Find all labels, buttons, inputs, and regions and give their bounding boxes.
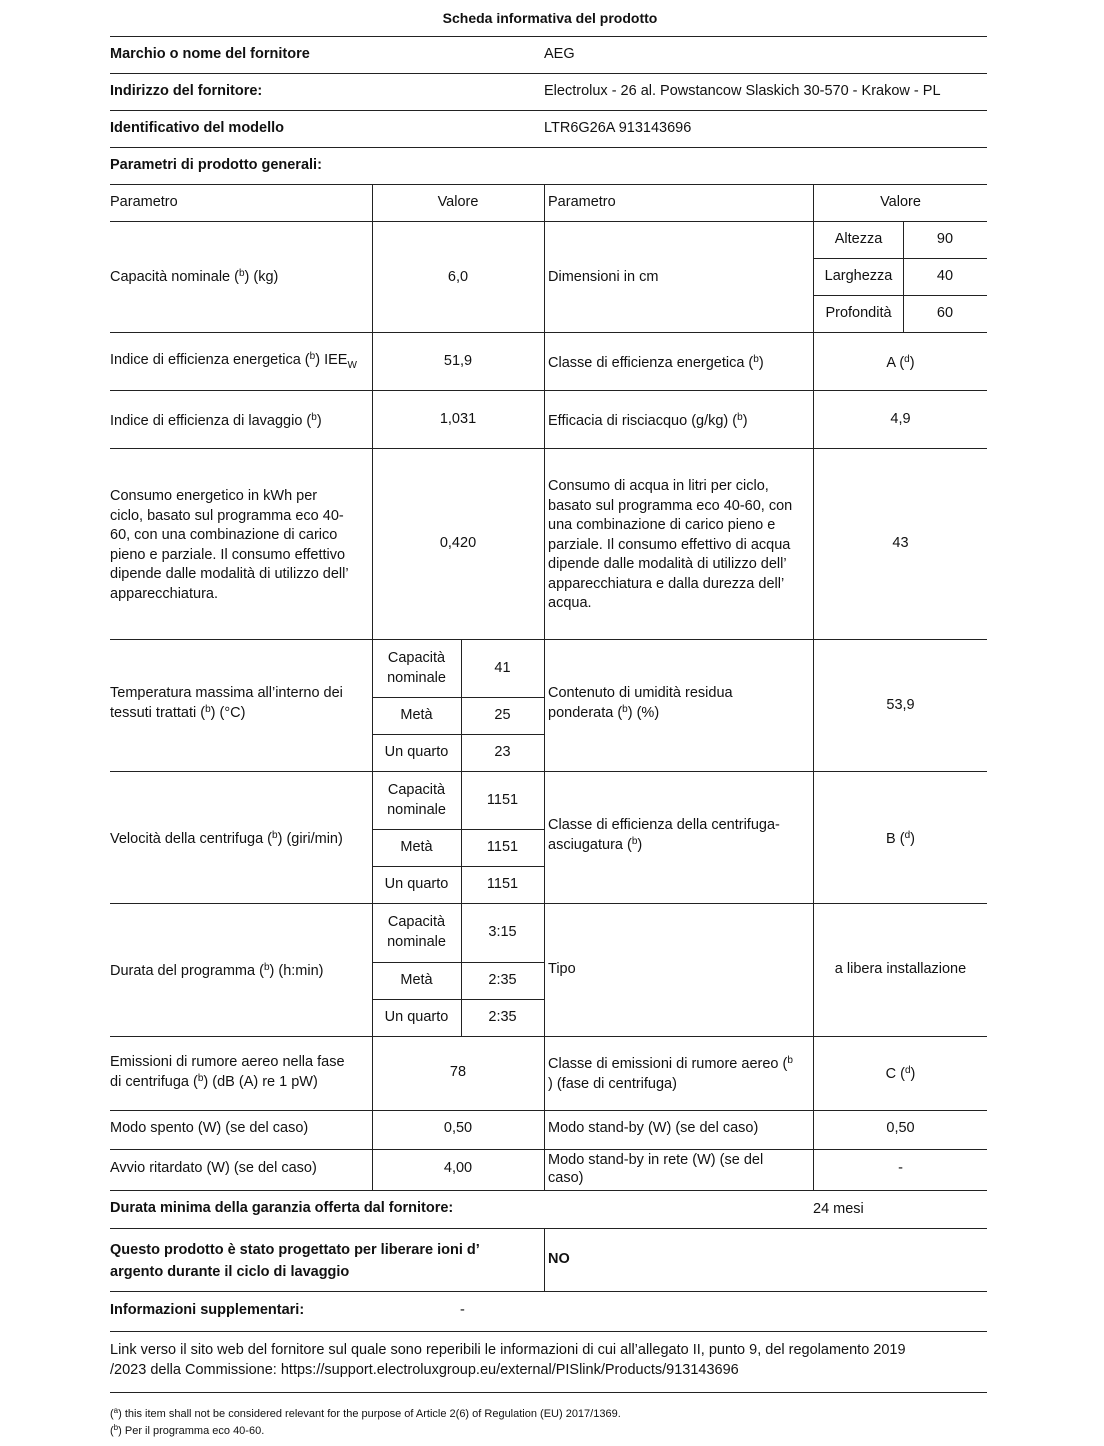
rule (372, 999, 544, 1000)
spin-load-full: Capacità nominale (387, 782, 446, 818)
rule (110, 332, 987, 333)
spin-label: Velocità della centrifuga ($^b$) (giri/min) (110, 830, 343, 847)
rule (110, 448, 987, 449)
depth-value: 60 (936, 305, 954, 321)
rule (110, 903, 987, 904)
rule (372, 866, 544, 867)
temp-load-half: Metà (400, 707, 433, 723)
silver-ions-value: NO (548, 1251, 570, 1267)
eei-label: Indice di efficienza energetica ($^b$) $IEE_W$ (110, 351, 357, 371)
rule (110, 221, 987, 222)
warranty-label: Durata minima della garanzia offerta dal fornitore: (110, 1200, 454, 1216)
rule (110, 390, 987, 391)
spin-class-label: Classe di efficienza della centrifuga- asciugatura ($^b$) (548, 817, 780, 853)
network-standby-label: Modo stand-by in rete (W) (se del caso) (548, 1152, 764, 1186)
header-param: Parametro (110, 194, 178, 210)
rule (110, 1228, 987, 1229)
footnote-a: ($^a$) this item shall not be considered relevant for the purpose of Article 2(6) of Regulation (EU) 2017/1369. (110, 1406, 621, 1420)
rule (110, 1149, 987, 1150)
silver-ions-label: Questo prodotto è stato progettato per liberare ioni d’ argento durante il ciclo di lavaggio (110, 1242, 480, 1280)
water-consumption-value: 43 (892, 535, 909, 551)
rule (110, 73, 987, 74)
page-title: Scheda informativa del prodotto (442, 10, 658, 26)
rule (110, 1036, 987, 1037)
wash-value: 1,031 (439, 411, 477, 427)
additional-info-label: Informazioni supplementari: (110, 1302, 305, 1318)
supplier-address-value: Electrolux - 26 al. Powstancow Slaskich 30-570 - Krakow - PL (544, 83, 941, 99)
delay-start-label: Avvio ritardato (W) (se del caso) (110, 1160, 317, 1176)
spin-load-quarter: Un quarto (384, 876, 449, 892)
rule (814, 258, 987, 259)
rule (110, 1331, 987, 1332)
energy-consumption-value: 0,420 (439, 535, 477, 551)
spin-half-value: 1151 (486, 839, 519, 855)
rule (544, 184, 545, 1190)
rule (110, 1291, 987, 1292)
warranty-value: 24 mesi (813, 1201, 864, 1217)
temp-half-value: 25 (494, 707, 511, 723)
rule (110, 1392, 987, 1393)
noise-class-value: C ($^d$) (885, 1065, 916, 1082)
rule (110, 36, 987, 37)
rinse-label: Efficacia di risciacquo (g/kg) ($^b$) (548, 412, 748, 429)
type-label: Tipo (548, 961, 576, 977)
model-value: LTR6G26A 913143696 (544, 120, 692, 136)
off-mode-value: 0,50 (443, 1120, 473, 1136)
additional-info-value: - (460, 1302, 465, 1318)
general-params-label: Parametri di prodotto generali: (110, 157, 322, 173)
rule (372, 697, 544, 698)
rule (372, 962, 544, 963)
spin-load-half: Metà (400, 839, 433, 855)
depth-label: Profondità (825, 305, 892, 321)
temperature-label: Temperatura massima all’interno dei tessuti trattati ($^b$) (°C) (110, 685, 343, 721)
duration-half-value: 2:35 (488, 972, 517, 988)
eei-value: 51,9 (443, 353, 473, 369)
off-mode-label: Modo spento (W) (se del caso) (110, 1120, 309, 1136)
rule (814, 295, 987, 296)
header-param-2: Parametro (548, 194, 616, 210)
noise-value: 78 (449, 1064, 467, 1080)
spin-quarter-value: 1151 (486, 876, 519, 892)
standby-value: 0,50 (886, 1120, 915, 1136)
water-consumption-label: Consumo di acqua in litri per ciclo, basato sul programma eco 40-60, con una combinazione di carico pieno e parziale. Il consumo effettivo di acqua dipende dalle modalità di utilizzo dell’ apparecchiatura e dalla durezza dell’ acqua. (548, 478, 793, 611)
moisture-value: 53,9 (886, 697, 915, 713)
rule (372, 829, 544, 830)
model-label: Identificativo del modello (110, 120, 285, 136)
capacity-label: Capacità nominale ($^b$) (kg) (110, 268, 279, 285)
spin-class-value: B ($^d$) (886, 830, 915, 847)
noise-label: Emissioni di rumore aereo nella fase di centrifuga ($^b$) (dB (A) re 1 pW) (110, 1054, 345, 1090)
rule (110, 771, 987, 772)
header-value: Valore (437, 194, 479, 210)
energy-consumption-label: Consumo energetico in kWh per ciclo, basato sul programma eco 40- 60, con una combinazione di carico pieno e parziale. Il consumo effettivo dipende dalle modalità di utilizzo dell’ apparecchiatura. (110, 488, 349, 602)
rule (110, 184, 987, 185)
rule (110, 110, 987, 111)
delay-start-value: 4,00 (443, 1160, 473, 1176)
type-value: a libera installazione (834, 961, 967, 977)
rule (544, 1228, 545, 1291)
header-value-2: Valore (880, 194, 921, 210)
footnote-b: ($^b$) Per il programma eco 40-60. (110, 1423, 265, 1437)
supplier-link-text: Link verso il sito web del fornitore sul quale sono reperibili le informazioni di cui all’allegato II, punto 9, del regolamento 2019 /2023 della Commissione: https://support.electroluxgroup.eu/external/PISlink/Products/913143696 (110, 1342, 906, 1378)
width-label: Larghezza (824, 268, 893, 284)
rule (110, 639, 987, 640)
standby-label: Modo stand-by (W) (se del caso) (548, 1120, 759, 1136)
network-standby-value: - (898, 1160, 903, 1176)
spin-full-value: 1151 (486, 792, 519, 808)
capacity-value: 6,0 (447, 269, 469, 285)
rinse-value: 4,9 (890, 411, 911, 427)
height-value: 90 (936, 231, 954, 247)
temp-load-quarter: Un quarto (384, 744, 449, 760)
temp-quarter-value: 23 (494, 744, 511, 760)
temp-full-value: 41 (494, 660, 511, 676)
supplier-name-label: Marchio o nome del fornitore (110, 46, 310, 62)
rule (110, 1190, 987, 1191)
height-label: Altezza (834, 231, 883, 247)
duration-load-quarter: Un quarto (384, 1009, 449, 1025)
supplier-name-value: AEG (544, 46, 575, 62)
noise-class-label: Classe di emissioni di rumore aereo ($^b$ ) (fase di centrifuga) (548, 1055, 793, 1092)
duration-load-half: Metà (400, 972, 433, 988)
wash-label: Indice di efficienza di lavaggio ($^b$) (110, 412, 322, 429)
dimensions-label: Dimensioni in cm (548, 269, 659, 285)
width-value: 40 (936, 268, 954, 284)
duration-quarter-value: 2:35 (488, 1009, 517, 1025)
rule (110, 1110, 987, 1111)
duration-label: Durata del programma ($^b$) (h:min) (110, 962, 324, 979)
supplier-address-label: Indirizzo del fornitore: (110, 83, 263, 99)
rule (372, 734, 544, 735)
moisture-label: Contenuto di umidità residua ponderata ($^b$) (%) (548, 685, 733, 721)
rule (110, 147, 987, 148)
duration-load-full: Capacità nominale (387, 914, 446, 950)
temp-load-full: Capacità nominale (387, 650, 446, 686)
rule (813, 184, 814, 1190)
duration-full-value: 3:15 (488, 924, 517, 940)
energy-class-value: A ($^d$) (886, 354, 915, 371)
energy-class-label: Classe di efficienza energetica ($^b$) (548, 354, 764, 371)
